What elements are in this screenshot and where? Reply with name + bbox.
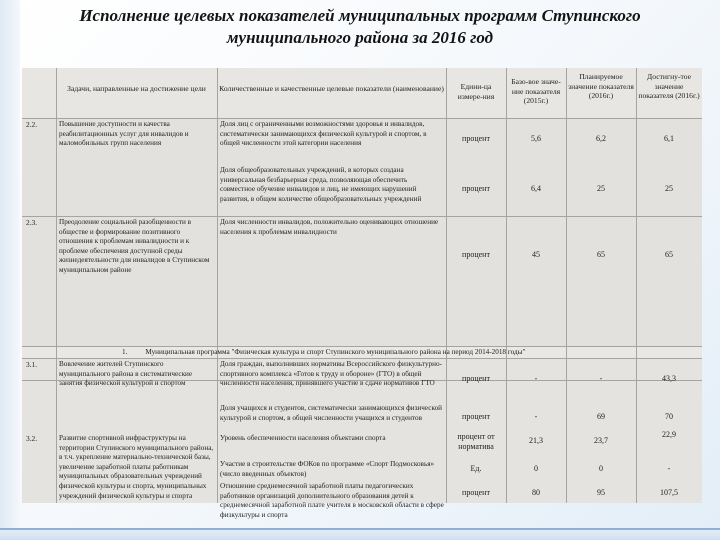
achieved-value: 22,9 xyxy=(662,430,676,439)
base-value: 5,6 xyxy=(531,134,541,143)
unit-value: процент xyxy=(462,374,490,383)
indicator-text: Уровень обеспеченности населения объектами спорта xyxy=(220,434,386,442)
planned-value: 6,2 xyxy=(596,134,606,143)
base-value: 80 xyxy=(532,488,540,497)
title-line-1: Исполнение целевых показателей муниципальных программ Ступинского xyxy=(79,6,641,25)
left-decor xyxy=(0,0,20,540)
achieved-value: 6,1 xyxy=(664,134,674,143)
unit-value: процент xyxy=(462,412,490,421)
unit-value: процент xyxy=(462,488,490,497)
unit-value: процент от норматива xyxy=(457,432,495,451)
achieved-value: 107,5 xyxy=(660,488,678,497)
row-number: 2.3. xyxy=(26,218,38,227)
base-value: 0 xyxy=(534,464,538,473)
row-number: 2.2. xyxy=(26,120,38,129)
row-number: 3.1. xyxy=(26,360,38,369)
task-text: Развитие спортивной инфраструктуры на территории Ступинского муниципального района, в т.ч. укрепление материально-технической базы, увеличение заработной платы работникам муниципальных образовательных учреждений физической культуры и спорта, муниципальных учреждений физической культуры и спорта xyxy=(59,434,214,500)
indicator-text: Доля учащихся и студентов, систематически занимающихся физической культурой и спортом, в общей численности учащихся и студентов xyxy=(220,404,443,422)
header-achieved: Достигну-тое значение показателя (2016г.) xyxy=(638,72,700,100)
header-unit: Едини-ца измере-ния xyxy=(457,82,495,101)
achieved-value: 70 xyxy=(665,412,673,421)
base-value: - xyxy=(534,412,538,421)
planned-value: 0 xyxy=(599,464,603,473)
achieved-value: 25 xyxy=(665,184,673,193)
indicator-text: Доля общеобразовательных учреждений, в которых создана универсальная безбарьерная среда, позволяющая обеспечить совместное обучение инвалидов и лиц, не имеющих нарушений развития, в общем количестве общеобразовательных учреждений xyxy=(220,166,422,203)
unit-value: Ед. xyxy=(470,464,482,473)
indicators-table xyxy=(22,68,702,519)
header-indicators: Количественные и качественные целевые показатели (наименование) xyxy=(219,84,444,93)
planned-value: 23,7 xyxy=(594,436,608,445)
task-text: Вовлечение жителей Ступинского муниципального района в систематические занятия физической культурой и спортом xyxy=(59,360,193,388)
title-line-2: муниципального района за 2016 год xyxy=(226,28,494,47)
page-title xyxy=(20,5,700,49)
planned-value: 25 xyxy=(597,184,605,193)
program-heading: 1. Муниципальная программа "Физическая культура и спорт Ступинского муниципального района на период 2014-2018 годы" xyxy=(122,348,526,356)
header-planned: Планируемое значение показателя (2016г.) xyxy=(568,72,634,100)
task-text: Преодоление социальной разобщенности в обществе и формирование позитивного отношения к проблемам инвалидности и к проблеме обеспечения доступной среды жизнедеятельности для инвалидов в Ступинском муниципальном районе xyxy=(59,218,210,274)
planned-value: 69 xyxy=(597,412,605,421)
planned-value: - xyxy=(599,374,603,383)
base-value: 21,3 xyxy=(529,436,543,445)
achieved-value: 43,3 xyxy=(662,374,676,383)
task-text: Повышение доступности и качества реабилитационных услуг для инвалидов и маломобильных групп населения xyxy=(59,120,189,148)
planned-value: 95 xyxy=(597,488,605,497)
achieved-value: - xyxy=(667,464,671,473)
indicator-text: Доля лиц с ограниченными возможностями здоровья и инвалидов, систематически занимающихся физической культурой и спортом, в общей численности этой категории населения xyxy=(220,120,427,148)
base-value: 6,4 xyxy=(531,184,541,193)
base-value: 45 xyxy=(532,250,540,259)
planned-value: 65 xyxy=(597,250,605,259)
unit-value: процент xyxy=(462,184,490,193)
bottom-decor xyxy=(0,528,720,540)
row-number: 3.2. xyxy=(26,434,38,443)
unit-value: процент xyxy=(462,134,490,143)
unit-value: процент xyxy=(462,250,490,259)
achieved-value: 65 xyxy=(665,250,673,259)
indicator-text: Доля граждан, выполнивших нормативы Всероссийского физкультурно-спортивного комплекса «Готов к труду и обороне» (ГТО) в общей численности населения, принявшего участие в сдаче нормативов ГТО xyxy=(220,360,442,388)
header-base: Базо-вое значе-ние показателя (2015г.) xyxy=(511,77,561,105)
indicator-text: Доля численности инвалидов, положительно оценивающих отношение населения к проблемам инвалидности xyxy=(220,218,439,236)
indicator-text: Отношение среднемесячной заработной платы педагогических работников организаций дополнительного образования детей к среднемесячной заработной плате учителя в московской области в сфере физкультуры и спорта xyxy=(220,482,444,519)
base-value: - xyxy=(534,374,538,383)
indicator-text: Участие в строительстве ФОКов по программе «Спорт Подмосковья» (число введенных объектов) xyxy=(220,460,435,478)
header-tasks: Задачи, направленные на достижение цели xyxy=(67,84,206,93)
